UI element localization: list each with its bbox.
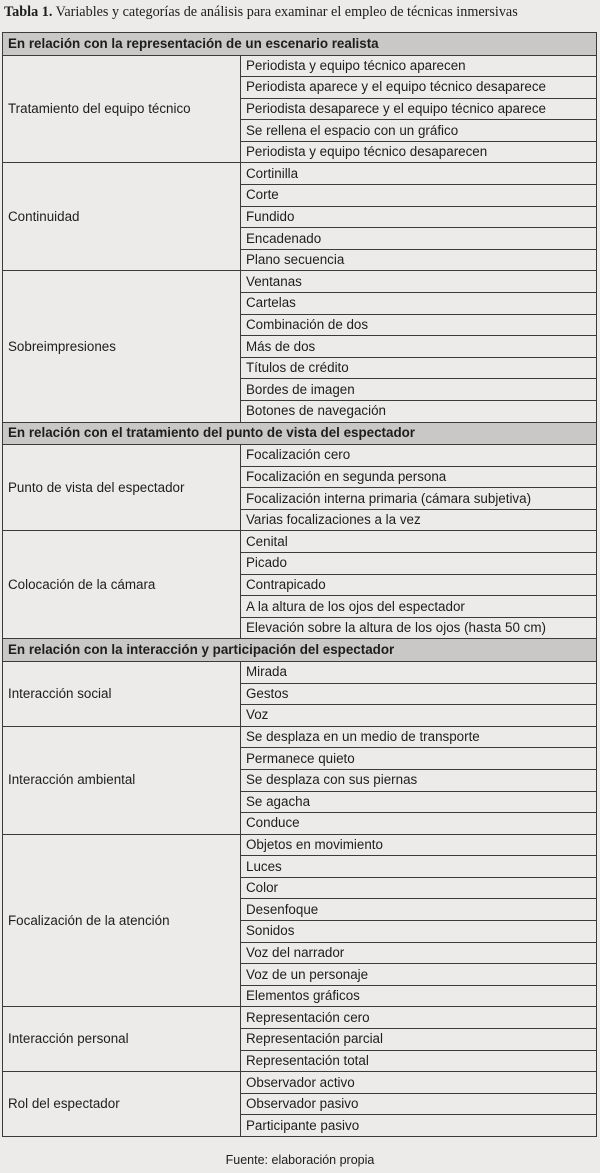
table-caption: [4, 2, 596, 22]
category-cell: Elevación sobre la altura de los ojos (hasta 50 cm): [241, 617, 597, 639]
variable-cell: Interacción social: [3, 661, 241, 726]
table-row: [3, 661, 597, 683]
category-cell: Periodista desaparece y el equipo técnico aparece: [241, 98, 597, 120]
table-row: [3, 445, 597, 467]
table-row: [3, 163, 597, 185]
category-cell: Cortinilla: [241, 163, 597, 185]
category-cell: Desenfoque: [241, 899, 597, 921]
category-cell: Sonidos: [241, 921, 597, 943]
category-cell: Se desplaza con sus piernas: [241, 769, 597, 791]
table-caption-label: Tabla 1.: [4, 4, 53, 20]
category-cell: Representación total: [241, 1050, 597, 1072]
category-cell: Participante pasivo: [241, 1115, 597, 1137]
section-row: [3, 639, 597, 662]
table-row: [3, 726, 597, 748]
table-row: [3, 1007, 597, 1029]
category-cell: Representación parcial: [241, 1029, 597, 1051]
category-cell: Botones de navegación: [241, 401, 597, 423]
category-cell: Focalización en segunda persona: [241, 466, 597, 488]
category-cell: Plano secuencia: [241, 249, 597, 271]
table-body: [3, 33, 597, 1137]
variable-cell: Colocación de la cámara: [3, 531, 241, 639]
category-cell: Permanece quieto: [241, 748, 597, 770]
table-row: [3, 271, 597, 293]
section-heading: En relación con la interacción y participación del espectador: [3, 639, 597, 662]
category-cell: Mirada: [241, 661, 597, 683]
source-note: Fuente: elaboración propia: [225, 1153, 375, 1167]
category-cell: Varias focalizaciones a la vez: [241, 509, 597, 531]
table-row: [3, 1072, 597, 1094]
category-cell: Corte: [241, 185, 597, 207]
variable-cell: Tratamiento del equipo técnico: [3, 55, 241, 163]
category-cell: A la altura de los ojos del espectador: [241, 596, 597, 618]
category-cell: Voz del narrador: [241, 942, 597, 964]
category-cell: Picado: [241, 553, 597, 575]
table-row: [3, 55, 597, 77]
category-cell: Títulos de crédito: [241, 357, 597, 379]
table-caption-text: Variables y categorías de análisis para examinar el empleo de técnicas inmersivas: [52, 4, 518, 20]
category-cell: Más de dos: [241, 336, 597, 358]
variable-cell: Rol del espectador: [3, 1072, 241, 1137]
category-cell: Bordes de imagen: [241, 379, 597, 401]
category-cell: Cartelas: [241, 293, 597, 315]
category-cell: Combinación de dos: [241, 314, 597, 336]
variable-cell: Punto de vista del espectador: [3, 445, 241, 531]
section-heading: En relación con la representación de un escenario realista: [3, 33, 597, 56]
category-cell: Observador pasivo: [241, 1093, 597, 1115]
category-cell: Contrapicado: [241, 574, 597, 596]
category-cell: Se agacha: [241, 791, 597, 813]
category-cell: Elementos gráficos: [241, 985, 597, 1007]
variable-cell: Interacción personal: [3, 1007, 241, 1072]
category-cell: Voz de un personaje: [241, 964, 597, 986]
variable-cell: Interacción ambiental: [3, 726, 241, 834]
table-row: [3, 531, 597, 553]
category-cell: Encadenado: [241, 228, 597, 250]
category-cell: Se desplaza en un medio de transporte: [241, 726, 597, 748]
category-cell: Ventanas: [241, 271, 597, 293]
category-cell: Observador activo: [241, 1072, 597, 1094]
category-cell: Gestos: [241, 683, 597, 705]
category-cell: Conduce: [241, 813, 597, 835]
category-cell: Fundido: [241, 206, 597, 228]
category-cell: Color: [241, 877, 597, 899]
variable-cell: Focalización de la atención: [3, 834, 241, 1007]
category-cell: Focalización cero: [241, 445, 597, 467]
category-cell: Periodista y equipo técnico aparecen: [241, 55, 597, 77]
category-cell: Focalización interna primaria (cámara subjetiva): [241, 488, 597, 510]
category-cell: Representación cero: [241, 1007, 597, 1029]
analysis-variables-table: [2, 32, 597, 1137]
section-row: [3, 422, 597, 445]
variable-cell: Sobreimpresiones: [3, 271, 241, 422]
section-row: [3, 33, 597, 56]
variable-cell: Continuidad: [3, 163, 241, 271]
category-cell: Cenital: [241, 531, 597, 553]
category-cell: Se rellena el espacio con un gráfico: [241, 120, 597, 142]
category-cell: Luces: [241, 856, 597, 878]
table-row: [3, 834, 597, 856]
category-cell: Periodista y equipo técnico desaparecen: [241, 141, 597, 163]
category-cell: Voz: [241, 705, 597, 727]
category-cell: Objetos en movimiento: [241, 834, 597, 856]
category-cell: Periodista aparece y el equipo técnico desaparece: [241, 77, 597, 99]
section-heading: En relación con el tratamiento del punto de vista del espectador: [3, 422, 597, 445]
